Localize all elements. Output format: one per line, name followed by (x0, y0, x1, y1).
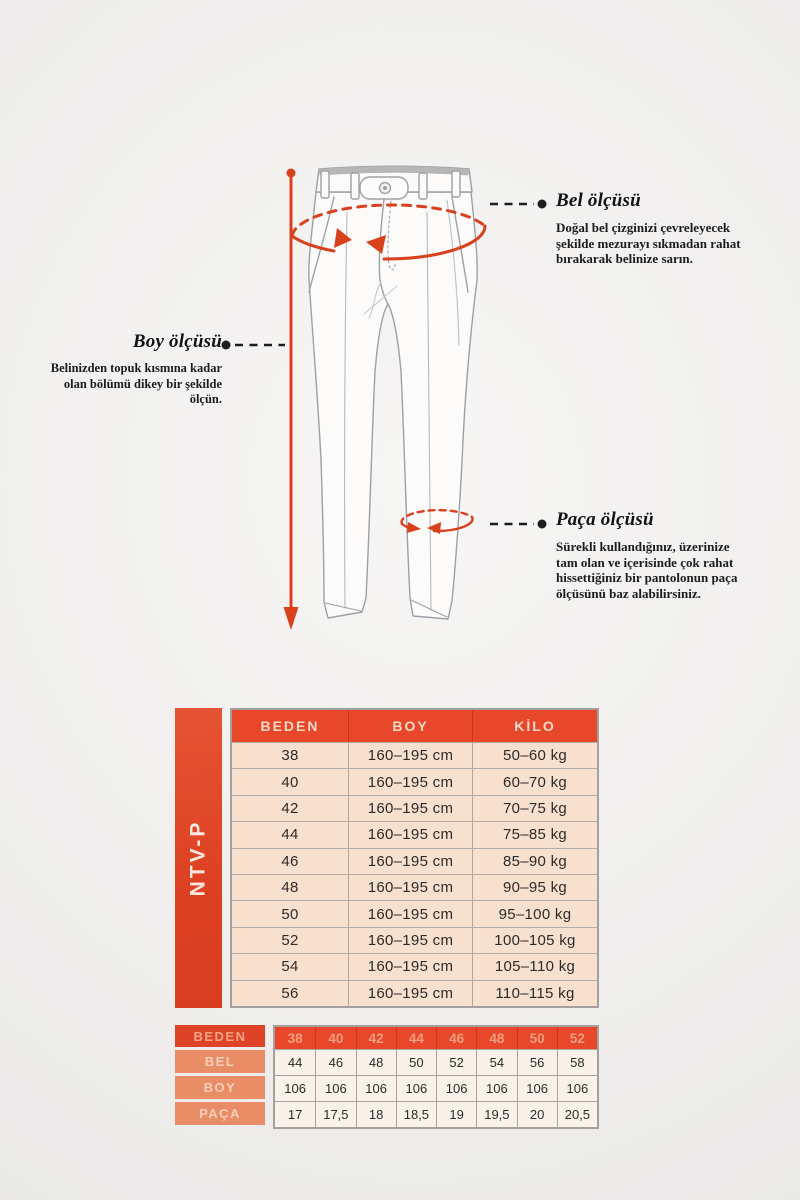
annotation-line: ölçüsünü baz alabilirsiniz. (556, 585, 701, 601)
detail-table-size-cell: 44 (396, 1027, 436, 1049)
size-table-cell: 160–195 cm (348, 849, 472, 874)
detail-table-size-cell: 38 (287, 1030, 303, 1046)
size-table-cell: 160–195 cm (348, 901, 472, 926)
size-table-cell: 48 (281, 879, 299, 897)
annotation-line: şekilde mezurayı sıkmadan rahat (556, 235, 741, 251)
size-table-cell: 56 (281, 984, 299, 1002)
detail-table-cell: 106 (517, 1076, 557, 1101)
paca-connector-line (490, 520, 547, 529)
size-table-row (232, 900, 597, 926)
brand-side-bar (175, 708, 222, 1008)
size-table-row (232, 795, 597, 821)
detail-table-cell: 106 (476, 1076, 516, 1101)
size-table-cell: 44 (281, 826, 299, 844)
detail-table-grid-body (275, 1049, 597, 1127)
pants-drawing (309, 166, 477, 619)
size-table-cell: 105–110 kg (472, 954, 597, 979)
hem-annotation-title: Paça ölçüsü (556, 509, 654, 530)
detail-table-cell: 18 (356, 1102, 396, 1127)
size-table-cell: 160–195 cm (348, 981, 472, 1006)
length-annotation (36, 331, 222, 408)
detail-table-cell: 106 (284, 1081, 306, 1096)
size-table-cell: 40 (281, 773, 299, 791)
detail-table-size-cell: 42 (356, 1027, 396, 1049)
size-table-cell: 90–95 kg (472, 875, 597, 900)
size-table-cell: 160–195 cm (348, 796, 472, 821)
length-annotation-title: Boy ölçüsü (132, 331, 222, 352)
size-table-cell: 54 (281, 958, 299, 976)
detail-table-cell: 18,5 (396, 1102, 436, 1127)
size-table-cell: 160–195 cm (348, 769, 472, 794)
size-table-body (232, 742, 597, 1006)
boy-connector-line (222, 341, 286, 350)
size-table-row (232, 953, 597, 979)
detail-table-cell: 17,5 (315, 1102, 355, 1127)
size-table-cell: 110–115 kg (472, 981, 597, 1006)
annotation-line: olan bölümü dikey bir şekilde ölçün. (63, 376, 222, 406)
size-table-header-cell: BOY (348, 710, 472, 742)
detail-table-row (275, 1049, 597, 1075)
detail-table-cell: 20,5 (557, 1102, 597, 1127)
detail-table-labels (175, 1025, 265, 1129)
detail-table-cell: 17 (287, 1107, 303, 1122)
detail-table-size-cell: 46 (436, 1027, 476, 1049)
detail-table-cell: 46 (315, 1050, 355, 1075)
detail-table-row-label: BOY (175, 1076, 265, 1099)
detail-table-corner-label: BEDEN (175, 1025, 265, 1047)
detail-table-section (175, 1025, 599, 1129)
size-table-cell: 46 (281, 852, 299, 870)
size-table-cell: 50 (281, 905, 299, 923)
size-table-cell: 52 (281, 931, 299, 949)
detail-table-size-cell: 40 (315, 1027, 355, 1049)
brand-side-label: NTV-P (186, 819, 210, 897)
detail-table-header-row (275, 1027, 597, 1049)
detail-table-row-label: BEL (175, 1050, 265, 1073)
annotation-line: hissettiğiniz bir pantolonun paça (556, 570, 738, 585)
detail-table-cell: 58 (557, 1050, 597, 1075)
length-annotation-text (36, 361, 222, 408)
size-table-row (232, 768, 597, 794)
detail-table-row-label: PAÇA (175, 1102, 265, 1125)
detail-table-cell: 50 (396, 1050, 436, 1075)
detail-table-cell: 19,5 (476, 1102, 516, 1127)
size-table-row (232, 821, 597, 847)
detail-table-cell: 54 (476, 1050, 516, 1075)
waist-annotation-text (556, 220, 742, 267)
detail-table-cell: 56 (517, 1050, 557, 1075)
detail-table-cell: 106 (557, 1076, 597, 1101)
detail-table-cell: 106 (356, 1076, 396, 1101)
pants-measurement-illustration (200, 158, 560, 643)
size-table-cell: 95–100 kg (472, 901, 597, 926)
detail-table-size-cell: 52 (557, 1027, 597, 1049)
size-table-cell: 160–195 cm (348, 743, 472, 768)
detail-table-cell: 20 (517, 1102, 557, 1127)
size-table (230, 708, 599, 1008)
size-table-cell: 70–75 kg (472, 796, 597, 821)
annotation-line: Sürekli kullandığınız, üzerinize (556, 539, 730, 554)
annotation-line: Belinizden topuk kısmına kadar (50, 361, 222, 375)
bel-connector-line (490, 200, 547, 209)
detail-table-cell: 52 (436, 1050, 476, 1075)
size-table-header-cell: KİLO (472, 710, 597, 742)
detail-table-size-cell: 50 (517, 1027, 557, 1049)
hem-annotation (556, 509, 742, 601)
size-table-cell: 85–90 kg (472, 849, 597, 874)
size-table-cell: 160–195 cm (348, 875, 472, 900)
size-table-row (232, 848, 597, 874)
detail-table-grid (273, 1025, 599, 1129)
detail-table-cell: 48 (356, 1050, 396, 1075)
detail-table-cell: 44 (287, 1055, 303, 1070)
detail-table-cell: 106 (396, 1076, 436, 1101)
hem-annotation-text (556, 539, 742, 601)
detail-table-cell: 106 (436, 1076, 476, 1101)
size-table-cell: 100–105 kg (472, 928, 597, 953)
annotation-line: bırakarak belinize sarın. (556, 251, 693, 266)
size-table-row (232, 980, 597, 1006)
size-table-cell: 75–85 kg (472, 822, 597, 847)
detail-table-size-cell: 48 (476, 1027, 516, 1049)
detail-table-row (275, 1101, 597, 1127)
size-table-cell: 160–195 cm (348, 928, 472, 953)
size-table-cell: 160–195 cm (348, 822, 472, 847)
size-table-row (232, 874, 597, 900)
size-table-row (232, 742, 597, 768)
waist-annotation-title: Bel ölçüsü (556, 190, 641, 211)
detail-table-cell: 19 (436, 1102, 476, 1127)
waist-annotation (556, 190, 742, 267)
size-table-row (232, 927, 597, 953)
annotation-line: tam olan ve içerisinde çok rahat (556, 554, 734, 570)
size-table-section (175, 708, 599, 1008)
size-table-header-row (232, 710, 597, 742)
detail-table-cell: 106 (315, 1076, 355, 1101)
size-table-cell: 60–70 kg (472, 769, 597, 794)
size-table-cell: 38 (281, 747, 299, 765)
size-table-cell: 50–60 kg (472, 743, 597, 768)
detail-table-row (275, 1075, 597, 1101)
size-table-cell: 160–195 cm (348, 954, 472, 979)
annotation-line: Doğal bel çizginizi çevreleyecek (556, 220, 731, 235)
size-table-cell: 42 (281, 799, 299, 817)
size-table-header-cell: BEDEN (260, 718, 320, 734)
